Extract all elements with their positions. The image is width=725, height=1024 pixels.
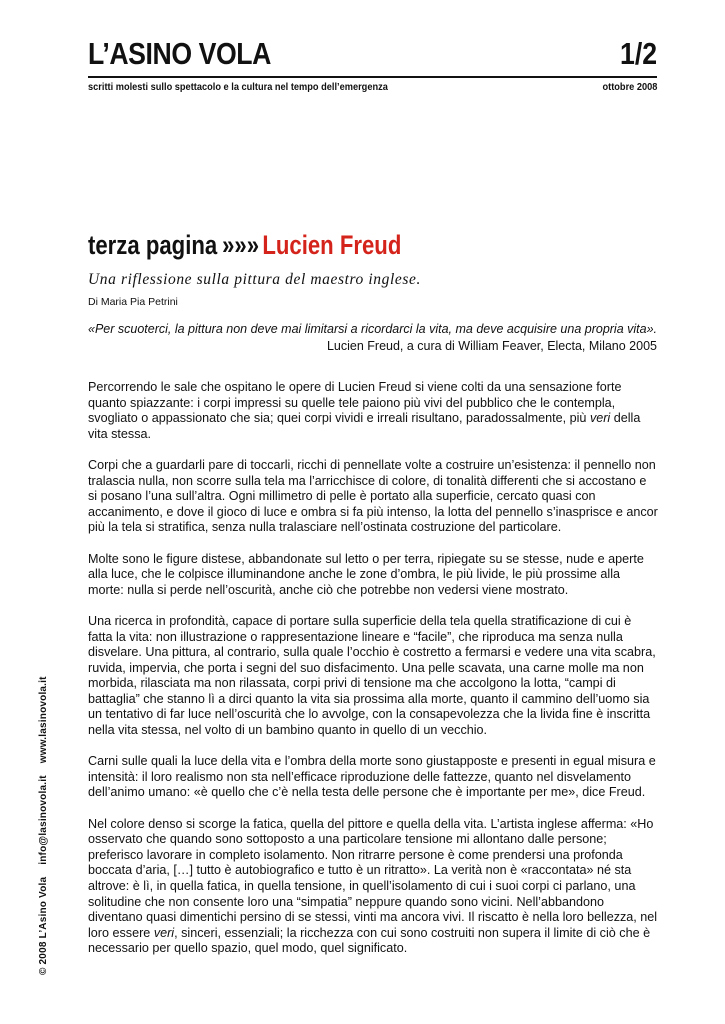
article-author: Di Maria Pia Petrini [88,296,178,308]
masthead-title: L’ASINO VOLA [88,36,271,71]
contact-email[interactable]: info@lasinovola.it [38,775,49,865]
masthead-subtitle: scritti molesti sullo spettacolo e la cultura nel tempo dell’emergenza [88,81,388,93]
header-divider [88,76,657,78]
quote-text: «Per scuoterci, la pittura non deve mai limitarsi a ricordarci la vita, ma deve acquisire una propria vita». [88,322,658,336]
website-link[interactable]: www.lasinovola.it [38,676,49,764]
paragraph: Una ricerca in profondità, capace di portare sulla superficie della tela quella stratificazione di cui è fatta la vita: non illustrazione o rappresentazione lineare e “facile”, che riproduca ma senza nulla disvelare. Una pittura, al contrario, sulla quale l’occhio è costretto a fermarsi e vedere una vita scabra, ruvida, impervia, che porta i segni del suo disfacimento. Una pelle scavata, una carne molle ma non morbida, rilasciata ma non rilassata, corpi privi di tensione ma che accolgono la lotta, “campi di battaglia” che stanno lì a dirci quanto la vita sia prossima alla morte, quanto il cammino dell’uomo sia un tentativo di far luce nell’oscurità che lo avvolge, con la consapevolezza che la livida fine è inscritta nella vita stessa, nel volto di un bambino quanto in quello di un vecchio. [88,613,656,738]
issue-number: 1/2 [619,36,657,71]
paragraph: Nel colore denso si scorge la fatica, quella del pittore e quella della vita. L’artista inglese afferma: «Ho osservato che quando sono sottoposto a una particolare tensione mi allontano dalle persone; preferisco lavorare in completo isolamento. Non ritrarre persone è come prendersi una profonda boccata d’aria, […] tutto è autobiografico e tutto è un ritratto». La verità non è «raccontata» né sta altrove: è lì, in quella fatica, in quella tensione, in quell’isolamento di cui i suoi corpi ci parlano, una solitudine che non consente loro una “simpatia” neppure quando sono vicini. Nell’abbandono diventano quasi dimentichi persino di se stessi, vinti ma ancora vivi. Il riscatto è nella loro bellezza, nel loro essere veri, sinceri, essenziali; la ricchezza con cui sono costruiti non supera il limite di ciò che è necessario per quello spazio, quel modo, quel significato. [88,816,658,956]
article-subject: Lucien Freud [262,230,402,260]
article-heading [88,230,401,261]
epigraph-quote [88,321,657,355]
paragraph: Corpi che a guardarli pare di toccarli, ricchi di pennellate volte a costruire un’esistenza: il pennello non tralascia nulla, non scorre sulla tela ma l’arricchisce di colore, di tonalità differenti che si accostano e si posano l’una sull’altra. Ogni millimetro di pelle è portato alla superficie, cercato quasi con accanimento, e dove il gioco di luce e ombra si fa più intenso, la lotta del pennello s’inasprisce e ancor più la tela si stratifica, senza nulla tralasciare nell’ostinata costruzione del particolare. [88,457,658,535]
issue-date: ottobre 2008 [602,81,657,93]
paragraph: Percorrendo le sale che ospitano le opere di Lucien Freud si viene colti da una sensazione forte quanto spiazzante: i corpi impressi su quelle tele paiono più vivi del pubblico che le contempla, svogliato o appassionato che sia; quei corpi vividi e irreali risultano, paradossalmente, più veri della vita stessa. [88,380,641,441]
quote-source: Lucien Freud, a cura di William Feaver, Electa, Milano 2005 [326,339,657,353]
paragraph: Carni sulle quali la luce della vita e l’ombra della morte sono giustapposte e presenti in egual misura e intensità: il loro realismo non sta nell’efficace riproduzione delle fattezze, quanto nel disvelamento dell’animo umano: «è quello che c’è nella testa delle persone che è importante per me», dice Freud. [88,754,656,800]
paragraph: Molte sono le figure distese, abbandonate sul letto o per terra, ripiegate su se stesse, nude e aperte alla luce, che le colpisce illuminandone anche le zone d’ombra, le più livide, le più prossime alla morte: nulla si perde nell’oscurità, anche ciò che potrebbe non vedersi viene mostrato. [88,551,644,597]
article-subtitle: Una riflessione sulla pittura del maestro inglese. [88,271,421,288]
section-label: terza pagina [88,230,218,260]
article-body [88,380,658,973]
copyright-notice: © 2008 L’Asino Vola [38,876,49,975]
side-credits [38,664,49,975]
section-arrows: »»» [222,230,260,260]
